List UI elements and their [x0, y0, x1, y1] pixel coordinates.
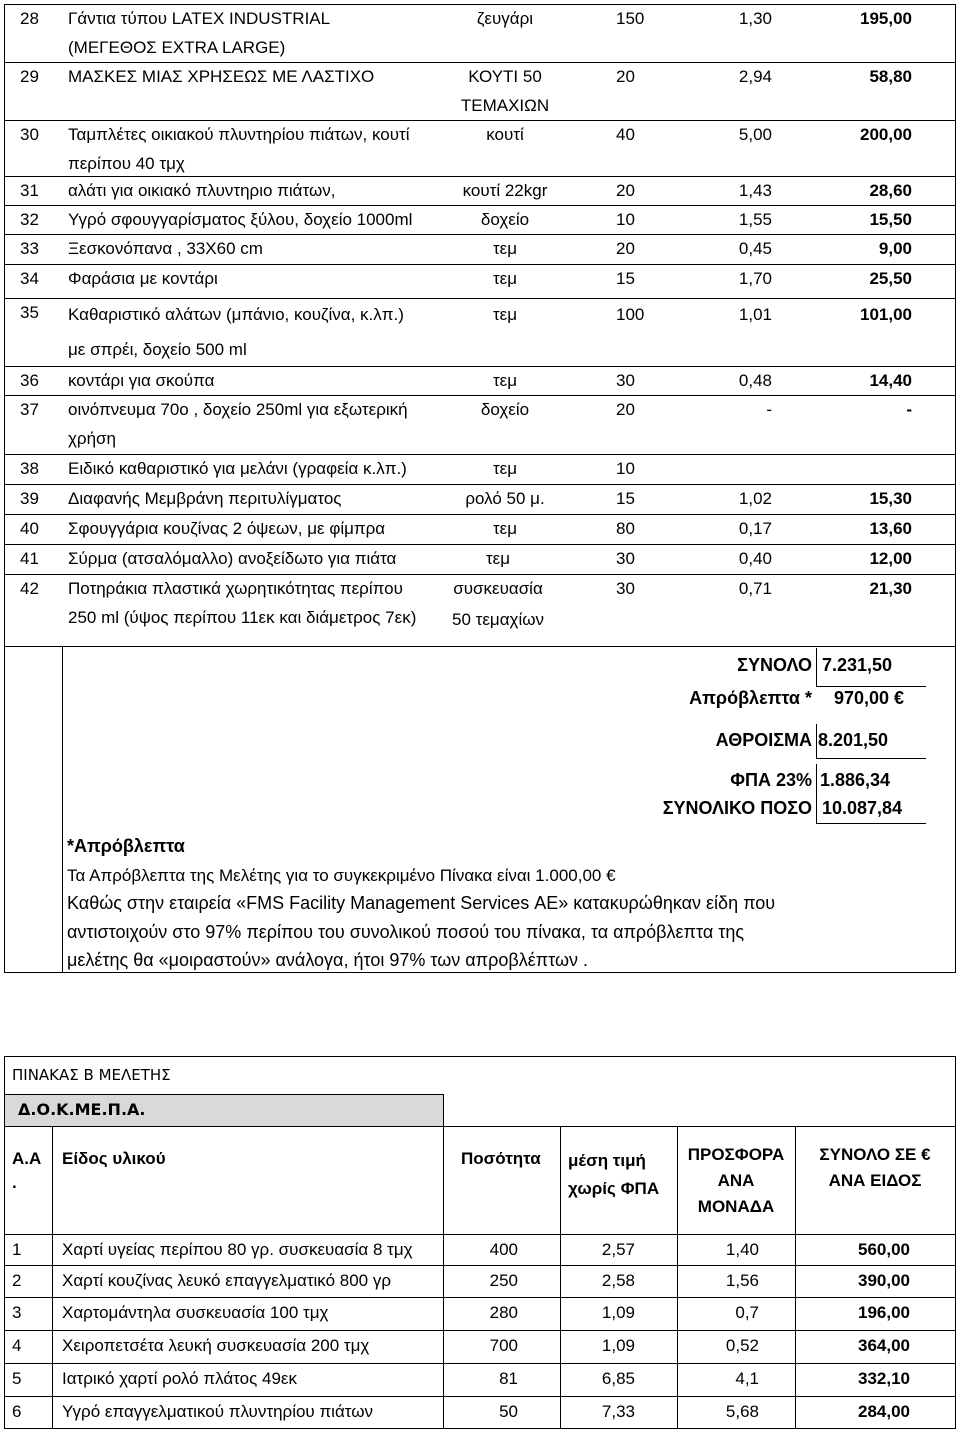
quantity: 30: [616, 579, 635, 598]
unit: κουτί 22kgr: [462, 181, 548, 200]
avg-price: 6,85: [601, 1369, 635, 1388]
line-total: 28,60: [869, 181, 912, 200]
item-description: Ταμπλέτες οικιακού πλυντηρίου πιάτων, κουτί: [68, 125, 410, 144]
note-title: *Απρόβλεπτα: [67, 836, 185, 856]
offer-price: 5,68: [725, 1402, 759, 1421]
summary-label: ΣΥΝΟΛΙΚΟ ΠΟΣΟ: [662, 798, 812, 818]
item-name: Χαρτί κουζίνας λευκό επαγγελματικό 800 γρ: [62, 1271, 392, 1290]
line-total: 15,50: [869, 210, 912, 229]
item-description: Καθαριστικό αλάτων (μπάνιο, κουζίνα, κ.λπ.): [68, 305, 404, 324]
line-total: 15,30: [869, 489, 912, 508]
item-name: Χαρτί υγείας περίπου 80 γρ. συσκευασία 8 τμχ: [62, 1240, 413, 1259]
avg-price: 1,09: [601, 1336, 635, 1355]
divider: [443, 1094, 444, 1126]
line-total: 284,00: [858, 1402, 910, 1421]
divider: [4, 298, 956, 299]
line-total: 9,00: [878, 239, 912, 258]
item-description: Ξεσκονόπανα , 33Χ60 cm: [68, 239, 263, 258]
column-header: μέση τιμή: [568, 1151, 646, 1170]
item-description: Ειδικό καθαριστικό για μελάνι (γραφεία κ.λπ.): [68, 459, 407, 478]
quantity: 150: [616, 9, 645, 28]
quantity: 15: [616, 269, 635, 288]
row-number: 6: [12, 1402, 22, 1421]
row-number: 4: [12, 1336, 22, 1355]
unit: τεμ: [492, 371, 518, 390]
line-total: 390,00: [858, 1271, 910, 1290]
unit-price: 0,17: [738, 519, 772, 538]
unit-price: 0,45: [738, 239, 772, 258]
avg-price: 7,33: [601, 1402, 635, 1421]
column-header: Είδος υλικού: [62, 1149, 166, 1168]
unit: τεμ: [492, 269, 518, 288]
unit: ΚΟΥΤΙ 50: [468, 67, 542, 86]
unit: 50 τεμαχίων: [451, 610, 545, 629]
row-number: 42: [20, 579, 39, 598]
item-description: (ΜΕΓΕΘΟΣ EXTRA LARGE): [68, 38, 286, 57]
item-description: Ποτηράκια πλαστικά χωρητικότητας περίπου: [68, 579, 403, 598]
divider: [816, 724, 817, 758]
avg-price: 2,57: [601, 1240, 635, 1259]
unit-price: 0,48: [738, 371, 772, 390]
quantity: 20: [616, 239, 635, 258]
column-header: ΜΟΝΑΔΑ: [697, 1197, 775, 1216]
divider: [4, 1056, 956, 1057]
unit: τεμ: [492, 459, 518, 478]
avg-price: 1,09: [601, 1303, 635, 1322]
unit: τεμ: [492, 519, 518, 538]
row-number: 1: [12, 1240, 22, 1259]
note-line: Τα Απρόβλεπτα της Μελέτης για το συγκεκριμένο Πίνακα είναι 1.000,00 €: [67, 866, 616, 885]
quantity: 280: [489, 1303, 518, 1322]
item-description: οινόπνευμα 70ο , δοχείο 250ml για εξωτερική: [68, 400, 408, 419]
line-total: 195,00: [860, 9, 912, 28]
divider: [955, 646, 956, 972]
row-number: 3: [12, 1303, 22, 1322]
quantity: 40: [616, 125, 635, 144]
unit: ρολό 50 μ.: [465, 489, 545, 508]
column-header: ΣΥΝΟΛΟ ΣΕ €: [819, 1145, 931, 1164]
unit: ΤΕΜΑΧΙΩΝ: [460, 96, 550, 115]
divider: [4, 1428, 956, 1429]
quantity: 20: [616, 67, 635, 86]
item-description: αλάτι για οικιακό πλυντηριο πιάτων,: [68, 181, 336, 200]
row-number: 28: [20, 9, 39, 28]
divider: [816, 686, 926, 687]
row-number: 29: [20, 67, 39, 86]
unit: δοχείο: [480, 400, 530, 419]
quantity: 10: [616, 210, 635, 229]
unit-price: 5,00: [738, 125, 772, 144]
line-total: 25,50: [869, 269, 912, 288]
item-description: κοντάρι για σκούπα: [68, 371, 215, 390]
quantity: 50: [499, 1402, 518, 1421]
line-total: 560,00: [858, 1240, 910, 1259]
row-number: 2: [12, 1271, 22, 1290]
divider: [955, 1056, 956, 1428]
unit-price: 1,70: [738, 269, 772, 288]
line-total: 21,30: [869, 579, 912, 598]
unit-price: 0,71: [738, 579, 772, 598]
quantity: 15: [616, 489, 635, 508]
quantity: 100: [616, 305, 645, 324]
summary-label: ΑΘΡΟΙΣΜΑ: [715, 730, 812, 750]
row-number: 31: [20, 181, 39, 200]
column-header: .: [12, 1173, 17, 1192]
summary-value: 8.201,50: [818, 730, 889, 750]
summary-label: ΦΠΑ 23%: [730, 770, 812, 790]
line-total: 200,00: [860, 125, 912, 144]
column-header: ΑΝΑ ΕΙΔΟΣ: [828, 1171, 922, 1190]
unit-price: 1,02: [738, 489, 772, 508]
divider: [4, 972, 956, 973]
table-b-subtitle: Δ.Ο.Κ.ΜΕ.Π.Α.: [18, 1100, 146, 1119]
unit-price: 2,94: [738, 67, 772, 86]
unit: κουτί: [486, 125, 524, 144]
unit-price: 1,43: [738, 181, 772, 200]
quantity: 250: [489, 1271, 518, 1290]
line-total: 101,00: [860, 305, 912, 324]
line-total: 364,00: [858, 1336, 910, 1355]
row-number: 38: [20, 459, 39, 478]
quantity: 30: [616, 549, 635, 568]
column-header: χωρίς ΦΠΑ: [568, 1179, 660, 1198]
line-total: -: [906, 400, 912, 419]
quantity: 30: [616, 371, 635, 390]
item-name: Ιατρικό χαρτί ρολό πλάτος 49εκ: [62, 1369, 297, 1388]
column-header: ΑΝΑ: [717, 1171, 755, 1190]
divider: [4, 646, 956, 647]
divider: [4, 1094, 444, 1095]
line-total: 58,80: [869, 67, 912, 86]
unit: τεμ: [492, 239, 518, 258]
unit-price: -: [766, 400, 772, 419]
quantity: 80: [616, 519, 635, 538]
column-header: ΠΡΟΣΦΟΡΑ: [687, 1145, 785, 1164]
quantity: 10: [616, 459, 635, 478]
divider: [4, 646, 5, 972]
avg-price: 2,58: [601, 1271, 635, 1290]
note-line: αντιστοιχούν στο 97% περίπου του συνολικού ποσού του πίνακα, τα απρόβλεπτα της: [67, 922, 745, 942]
summary-value: 7.231,50: [822, 655, 893, 675]
quantity: 700: [489, 1336, 518, 1355]
item-description: ΜΑΣΚΕΣ ΜΙΑΣ ΧΡΗΣΕΩΣ ΜΕ ΛΑΣΤΙΧΟ: [68, 67, 375, 86]
line-total: 12,00: [869, 549, 912, 568]
divider: [4, 4, 5, 646]
row-number: 40: [20, 519, 39, 538]
offer-price: 1,40: [725, 1240, 759, 1259]
note-line: μελέτης θα «μοιραστούν» ανάλογα, ήτοι 97% των απροβλέπτων .: [67, 950, 589, 970]
row-number: 36: [20, 371, 39, 390]
item-description: με σπρέι, δοχείο 500 ml: [68, 340, 247, 359]
divider: [816, 823, 926, 824]
unit-price: 1,01: [738, 305, 772, 324]
item-description: Υγρό σφουγγαρίσματος ξύλου, δοχείο 1000ml: [68, 210, 413, 229]
divider: [52, 1126, 53, 1428]
divider: [4, 1126, 956, 1127]
item-description: χρήση: [68, 429, 116, 448]
unit-price: 0,40: [738, 549, 772, 568]
unit-price: 1,30: [738, 9, 772, 28]
row-number: 37: [20, 400, 39, 419]
summary-label: ΣΥΝΟΛΟ: [737, 655, 812, 675]
offer-price: 0,7: [735, 1303, 759, 1322]
row-number: 30: [20, 125, 39, 144]
summary-value: 1.886,34: [820, 770, 891, 790]
divider: [955, 4, 956, 646]
note-line: Καθώς στην εταιρεία «FMS Facility Management Services ΑΕ» κατακυρώθηκαν είδη που: [67, 893, 776, 913]
summary-value: 10.087,84: [822, 798, 903, 818]
quantity: 81: [499, 1369, 518, 1388]
summary-label: Απρόβλεπτα *: [689, 688, 812, 708]
item-description: Σφουγγάρια κουζίνας 2 όψεων, με φίμπρα: [68, 519, 386, 538]
divider: [62, 646, 63, 972]
item-name: Χειροπετσέτα λευκή συσκευασία 200 τμχ: [62, 1336, 370, 1355]
table-b-title: ΠΙΝΑΚΑΣ Β ΜΕΛΕΤΗΣ: [12, 1066, 171, 1084]
row-number: 32: [20, 210, 39, 229]
divider: [4, 1056, 5, 1428]
unit: τεμ: [485, 549, 511, 568]
offer-price: 1,56: [725, 1271, 759, 1290]
row-number: 33: [20, 239, 39, 258]
divider: [816, 764, 817, 824]
line-total: 13,60: [869, 519, 912, 538]
unit: συσκευασία: [453, 579, 543, 598]
quantity: 400: [489, 1240, 518, 1259]
row-number: 39: [20, 489, 39, 508]
row-number: 34: [20, 269, 39, 288]
row-number: 5: [12, 1369, 22, 1388]
item-description: 250 ml (ύψος περίπου 11εκ και διάμετρος 7εκ): [68, 608, 417, 627]
row-number: 35: [20, 303, 39, 322]
line-total: 332,10: [858, 1369, 910, 1388]
unit: τεμ: [492, 305, 518, 324]
item-name: Χαρτομάντηλα συσκευασία 100 τμχ: [62, 1303, 329, 1322]
item-description: Φαράσια με κοντάρι: [68, 269, 218, 288]
row-number: 41: [20, 549, 39, 568]
item-description: περίπου 40 τμχ: [68, 154, 185, 173]
quantity: 20: [616, 400, 635, 419]
column-header: Ποσότητα: [461, 1149, 541, 1168]
unit: ζευγάρι: [476, 9, 534, 28]
divider: [816, 758, 926, 759]
quantity: 20: [616, 181, 635, 200]
line-total: 196,00: [858, 1303, 910, 1322]
summary-value: 970,00 €: [834, 688, 905, 708]
unit-price: 1,55: [738, 210, 772, 229]
column-header: Α.Α: [12, 1149, 42, 1168]
unit: δοχείο: [480, 210, 530, 229]
item-description: Γάντια τύπου LATEX INDUSTRIAL: [68, 9, 331, 28]
divider: [816, 648, 817, 686]
offer-price: 4,1: [735, 1369, 759, 1388]
item-description: Σύρμα (ατσαλόμαλλο) ανοξείδωτο για πιάτα: [68, 549, 397, 568]
item-description: Διαφανής Μεμβράνη περιτυλίγματος: [68, 489, 342, 508]
offer-price: 0,52: [725, 1336, 759, 1355]
item-name: Υγρό επαγγελματικού πλυντηρίου πιάτων: [62, 1402, 374, 1421]
line-total: 14,40: [869, 371, 912, 390]
